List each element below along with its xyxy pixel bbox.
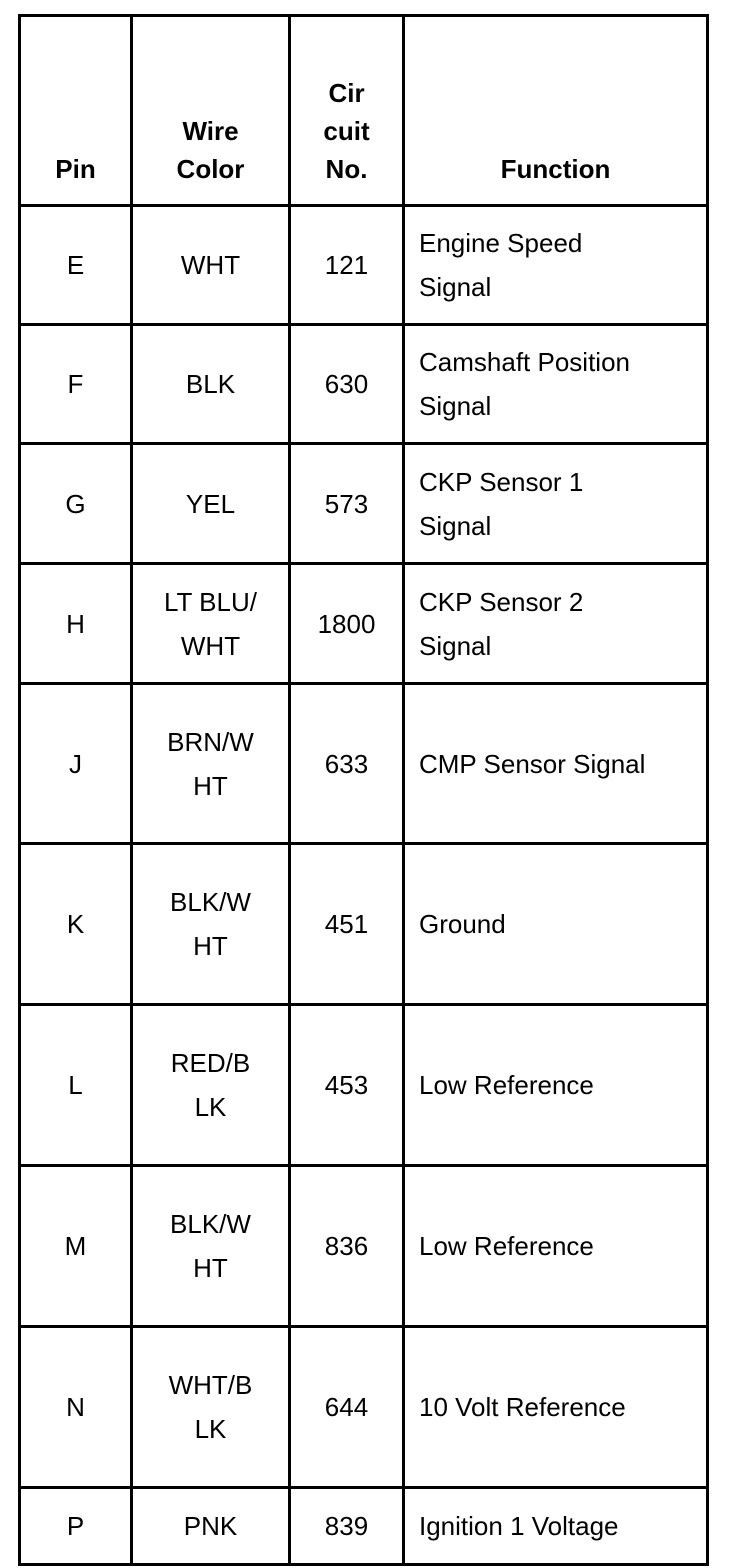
function-cell: [404, 325, 708, 444]
function-cell-line: CKP Sensor 1: [419, 466, 584, 497]
function-cell-line: Low Reference: [419, 1231, 594, 1261]
table-row: [20, 564, 708, 684]
function-cell-line: Signal: [419, 510, 492, 541]
table-row: [20, 325, 708, 444]
wire-color-cell-line: LK: [194, 1414, 227, 1444]
circuit-cell: 839: [290, 1488, 404, 1565]
function-cell-line: Camshaft Position: [419, 347, 630, 377]
circuit-cell: 630: [290, 325, 404, 444]
circuit-cell: 1800: [290, 564, 404, 684]
table-row: [20, 1005, 708, 1166]
function-cell-line: Signal: [419, 630, 492, 661]
header-row: [20, 16, 708, 206]
wire-color-cell-line: YEL: [185, 488, 236, 519]
header-pin: [20, 16, 132, 206]
wire-color-cell-line: WHT: [180, 250, 241, 280]
pinout-table: [18, 14, 709, 1566]
wire-color-cell: [132, 1327, 290, 1488]
wire-color-cell: [132, 444, 290, 564]
wire-color-cell-line: BRN/W: [167, 726, 254, 757]
function-cell-line: Ignition 1 Voltage: [419, 1511, 619, 1541]
circuit-cell: 633: [290, 684, 404, 844]
function-cell: [404, 206, 708, 325]
header-line: Color: [176, 154, 245, 184]
function-cell: [404, 1488, 708, 1565]
table-row: [20, 1488, 708, 1565]
wire-color-cell: [132, 325, 290, 444]
wire-color-cell: [132, 1005, 290, 1166]
wire-color-cell: [132, 1166, 290, 1327]
table-row: [20, 444, 708, 564]
function-cell-line: Ground: [419, 909, 506, 939]
circuit-cell: 451: [290, 844, 404, 1005]
circuit-cell: 644: [290, 1327, 404, 1488]
wire-color-cell-line: WHT/B: [168, 1370, 253, 1400]
header-line: Cir: [328, 78, 365, 108]
pin-cell: H: [20, 564, 132, 684]
table-body: [20, 206, 708, 1565]
wire-color-cell-line: BLK/W: [170, 1209, 251, 1239]
function-cell-line: 10 Volt Reference: [419, 1392, 626, 1422]
function-cell: [404, 444, 708, 564]
header-line: No.: [325, 154, 368, 184]
circuit-cell: 836: [290, 1166, 404, 1327]
function-cell: [404, 1005, 708, 1166]
pin-cell: N: [20, 1327, 132, 1488]
function-cell-line: Low Reference: [419, 1070, 594, 1100]
function-cell: [404, 1166, 708, 1327]
header-wire-color: [132, 16, 290, 206]
function-cell-line: CKP Sensor 2: [419, 586, 584, 617]
pin-cell: J: [20, 684, 132, 844]
table-row: [20, 1166, 708, 1327]
header-line: Function: [500, 154, 611, 184]
wire-color-cell-line: RED/B: [170, 1048, 251, 1078]
wire-color-cell-line: LK: [194, 1092, 227, 1122]
wire-color-cell: [132, 206, 290, 325]
wire-color-cell-line: HT: [193, 1253, 228, 1283]
table-row: [20, 1327, 708, 1488]
header-line: Wire: [182, 116, 239, 146]
pin-cell: M: [20, 1166, 132, 1327]
pin-cell: P: [20, 1488, 132, 1565]
pin-cell: E: [20, 206, 132, 325]
wire-color-cell: [132, 1488, 290, 1565]
wire-color-cell-line: LT BLU/: [164, 586, 257, 617]
wire-color-cell: [132, 844, 290, 1005]
pin-cell: K: [20, 844, 132, 1005]
header-function: [404, 16, 708, 206]
wire-color-cell: [132, 684, 290, 844]
wire-color-cell-line: BLK: [185, 369, 236, 399]
circuit-cell: 121: [290, 206, 404, 325]
header-line: cuit: [323, 116, 370, 146]
function-cell: [404, 564, 708, 684]
pin-cell: F: [20, 325, 132, 444]
table-row: [20, 844, 708, 1005]
wire-color-cell-line: HT: [193, 770, 228, 801]
wire-color-cell-line: BLK/W: [170, 887, 251, 917]
header-line: Pin: [55, 154, 96, 184]
function-cell-line: CMP Sensor Signal: [419, 748, 646, 779]
function-cell: [404, 1327, 708, 1488]
pin-cell: G: [20, 444, 132, 564]
circuit-cell: 573: [290, 444, 404, 564]
function-cell-line: Engine Speed: [419, 228, 583, 258]
pin-cell: L: [20, 1005, 132, 1166]
wire-color-cell: [132, 564, 290, 684]
circuit-cell: 453: [290, 1005, 404, 1166]
table-row: [20, 206, 708, 325]
function-cell: [404, 844, 708, 1005]
header-circuit-no: [290, 16, 404, 206]
wire-color-cell-line: WHT: [180, 630, 241, 661]
function-cell: [404, 684, 708, 844]
function-cell-line: Signal: [419, 272, 492, 302]
wire-color-cell-line: HT: [193, 931, 228, 961]
wire-color-cell-line: PNK: [183, 1511, 238, 1541]
table-row: [20, 684, 708, 844]
function-cell-line: Signal: [419, 391, 492, 421]
